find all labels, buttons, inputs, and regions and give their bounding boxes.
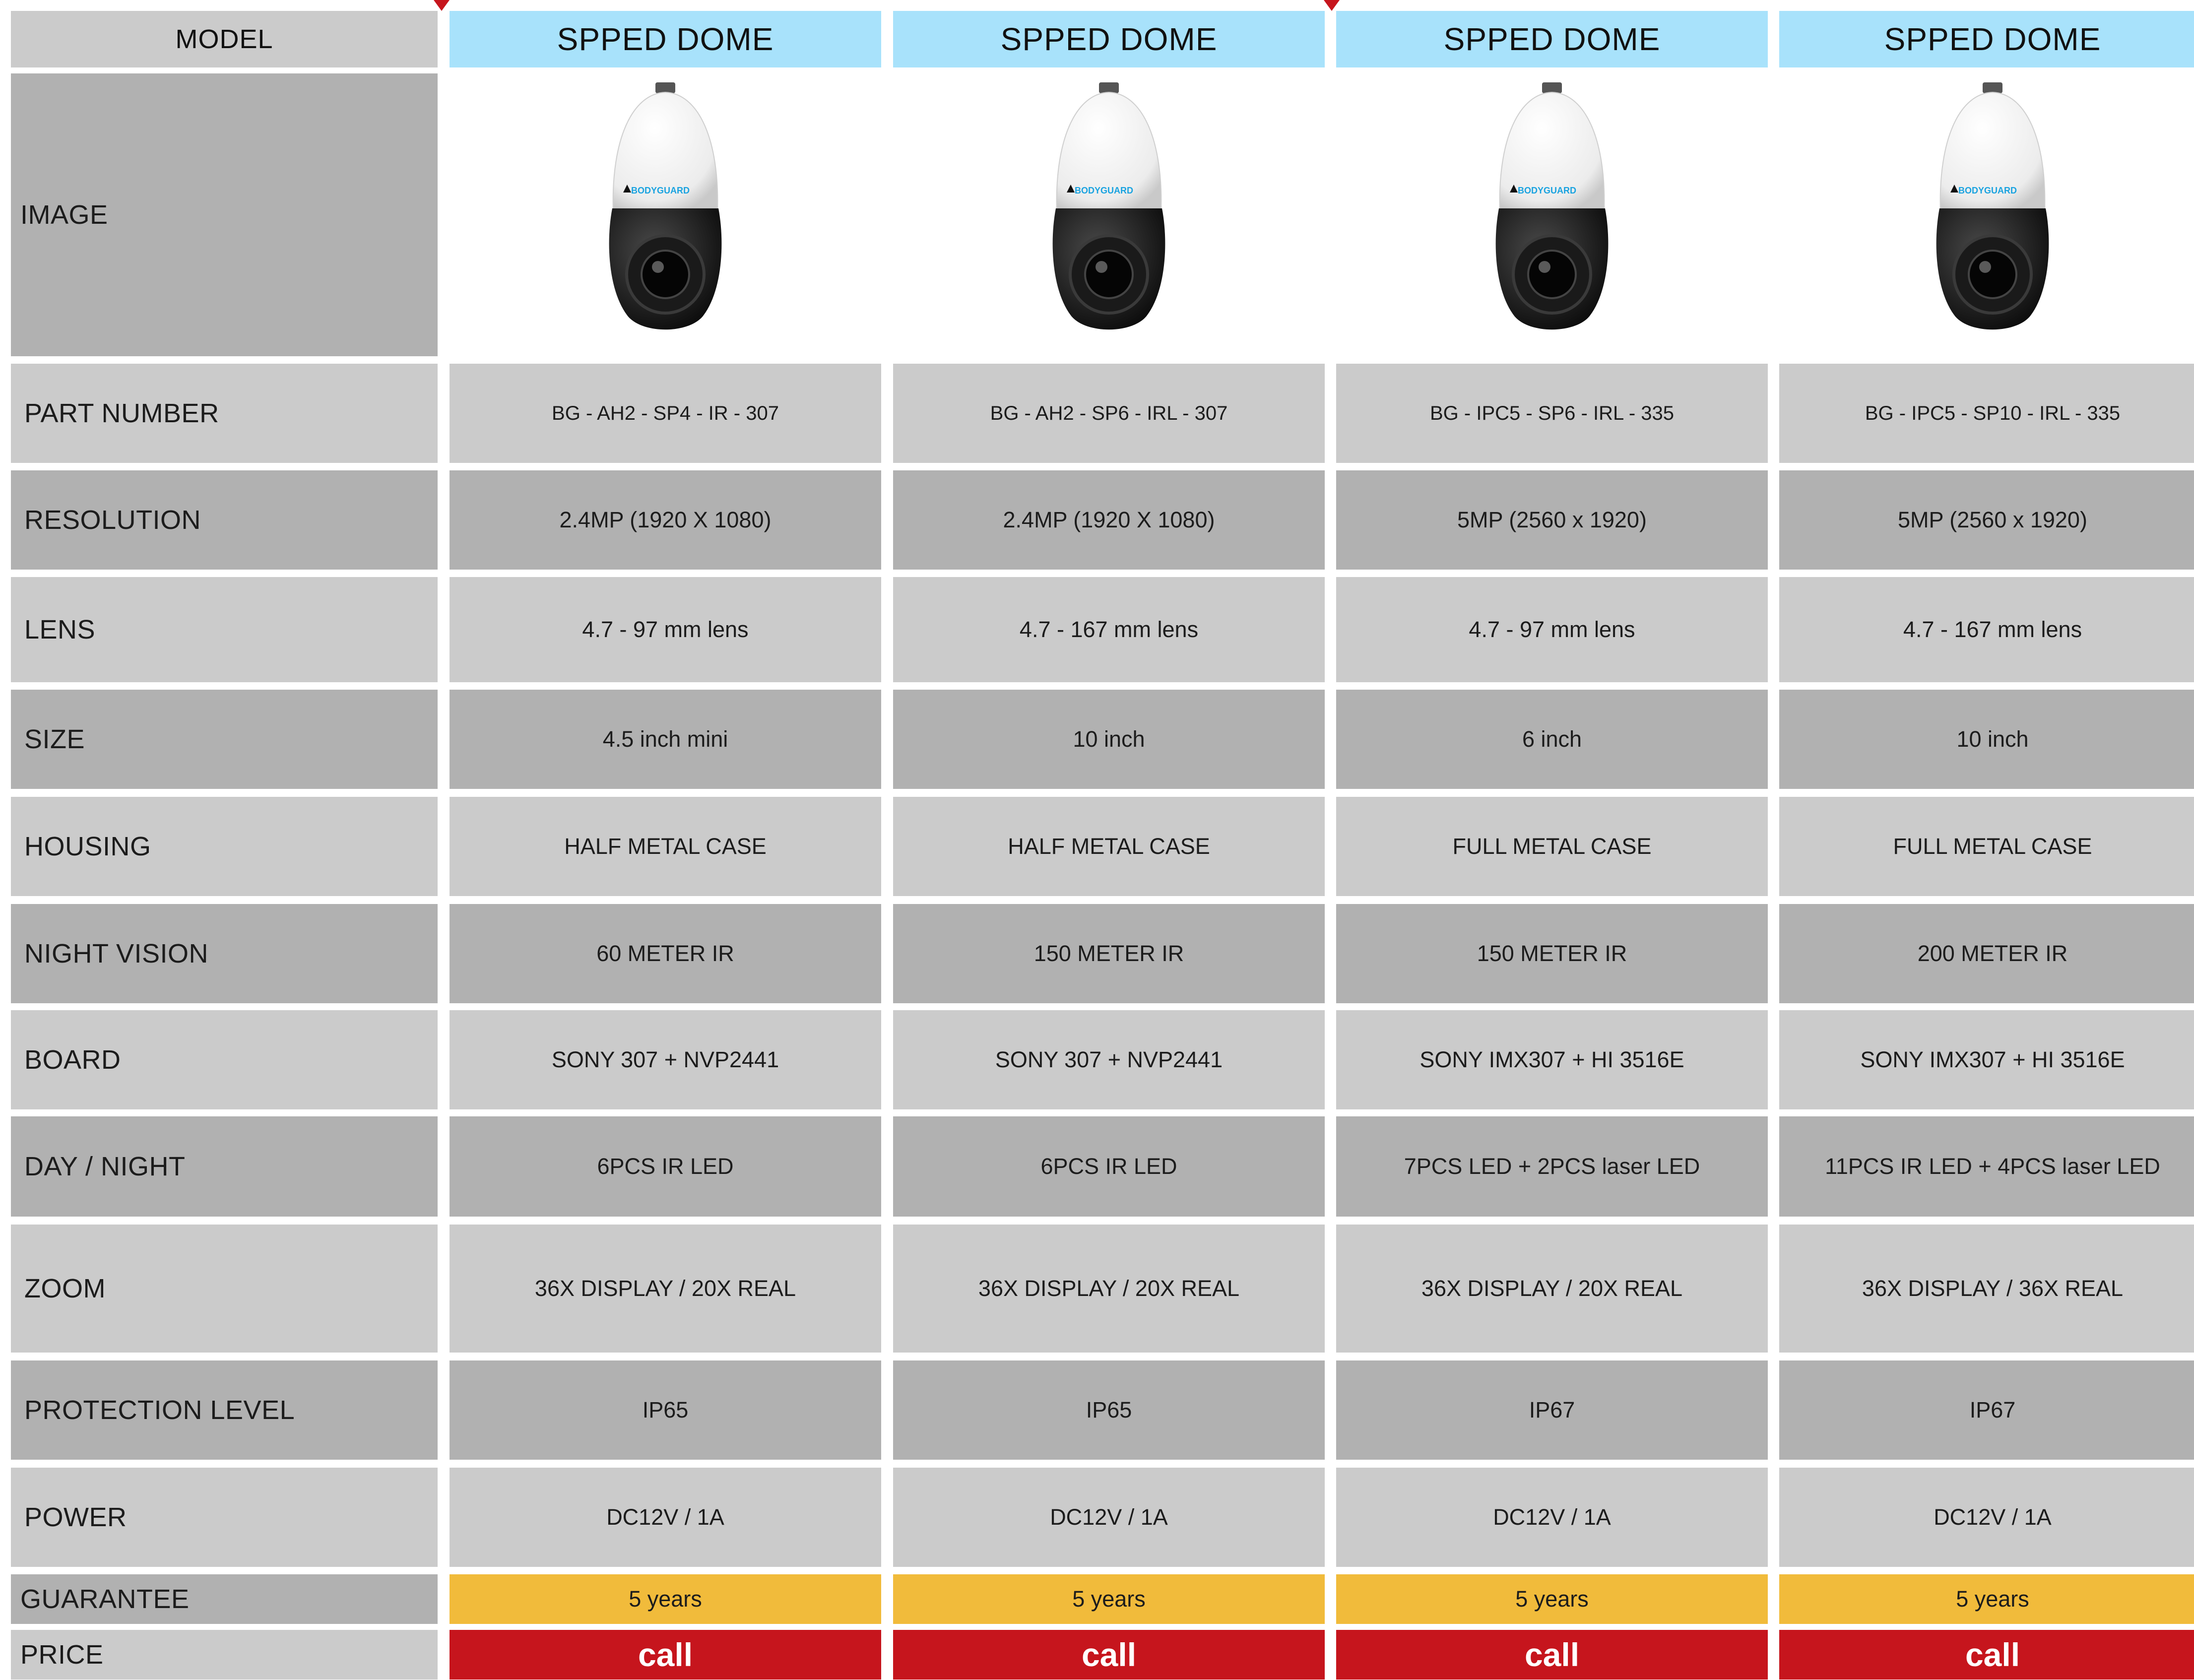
cell-power-3: DC12V / 1A xyxy=(1336,1468,1768,1567)
cell-part-number-2: BG - AH2 - SP6 - IRL - 307 xyxy=(893,364,1325,463)
cell-housing-2: HALF METAL CASE xyxy=(893,797,1325,896)
cell-protection-level-4: IP67 xyxy=(1779,1360,2194,1460)
red-marker-icon xyxy=(1324,0,1340,11)
cell-lens-1: 4.7 - 97 mm lens xyxy=(450,577,881,682)
cell-zoom-4: 36X DISPLAY / 36X REAL xyxy=(1779,1225,2194,1353)
cell-size-2: 10 inch xyxy=(893,690,1325,789)
price-call-button-4[interactable]: call xyxy=(1779,1630,2194,1680)
cell-night-vision-4: 200 METER IR xyxy=(1779,904,2194,1003)
cell-night-vision-1: 60 METER IR xyxy=(450,904,881,1003)
cell-power-2: DC12V / 1A xyxy=(893,1468,1325,1567)
cell-day-night-2: 6PCS IR LED xyxy=(893,1116,1325,1217)
row-label-board: BOARD xyxy=(11,1010,438,1109)
camera-brand-label: BODYGUARD xyxy=(1518,186,1577,195)
product-image-1 xyxy=(450,73,881,356)
row-label-protection-level: PROTECTION LEVEL xyxy=(11,1360,438,1460)
row-label-size: SIZE xyxy=(11,690,438,789)
cell-resolution-2: 2.4MP (1920 X 1080) xyxy=(893,470,1325,570)
cell-night-vision-3: 150 METER IR xyxy=(1336,904,1768,1003)
cell-housing-3: FULL METAL CASE xyxy=(1336,797,1768,896)
model-header-2: SPPED DOME xyxy=(893,11,1325,67)
speed-dome-camera-icon xyxy=(583,78,747,341)
row-label-night-vision: NIGHT VISION xyxy=(11,904,438,1003)
row-label-lens: LENS xyxy=(11,577,438,682)
cell-day-night-4: 11PCS IR LED + 4PCS laser LED xyxy=(1779,1116,2194,1217)
price-call-button-1[interactable]: call xyxy=(450,1630,881,1680)
speed-dome-camera-icon xyxy=(1470,78,1634,341)
camera-brand-label: BODYGUARD xyxy=(631,186,690,195)
cell-resolution-1: 2.4MP (1920 X 1080) xyxy=(450,470,881,570)
row-label-housing: HOUSING xyxy=(11,797,438,896)
cell-power-1: DC12V / 1A xyxy=(450,1468,881,1567)
cell-size-1: 4.5 inch mini xyxy=(450,690,881,789)
row-label-zoom: ZOOM xyxy=(11,1225,438,1353)
cell-part-number-4: BG - IPC5 - SP10 - IRL - 335 xyxy=(1779,364,2194,463)
model-header-4: SPPED DOME xyxy=(1779,11,2194,67)
cell-board-3: SONY IMX307 + HI 3516E xyxy=(1336,1010,1768,1109)
cell-guarantee-3: 5 years xyxy=(1336,1574,1768,1624)
cell-resolution-4: 5MP (2560 x 1920) xyxy=(1779,470,2194,570)
cell-guarantee-2: 5 years xyxy=(893,1574,1325,1624)
model-header-label: MODEL xyxy=(11,11,438,67)
row-label-price: PRICE xyxy=(11,1630,438,1680)
cell-board-4: SONY IMX307 + HI 3516E xyxy=(1779,1010,2194,1109)
red-marker-icon xyxy=(434,0,450,11)
product-image-3 xyxy=(1336,73,1768,356)
cell-power-4: DC12V / 1A xyxy=(1779,1468,2194,1567)
cell-part-number-3: BG - IPC5 - SP6 - IRL - 335 xyxy=(1336,364,1768,463)
cell-lens-2: 4.7 - 167 mm lens xyxy=(893,577,1325,682)
cell-board-2: SONY 307 + NVP2441 xyxy=(893,1010,1325,1109)
cell-guarantee-1: 5 years xyxy=(450,1574,881,1624)
cell-zoom-3: 36X DISPLAY / 20X REAL xyxy=(1336,1225,1768,1353)
price-call-button-2[interactable]: call xyxy=(893,1630,1325,1680)
row-label-day-night: DAY / NIGHT xyxy=(11,1116,438,1217)
row-label-power: POWER xyxy=(11,1468,438,1567)
speed-dome-camera-icon xyxy=(1911,78,2074,341)
cell-size-3: 6 inch xyxy=(1336,690,1768,789)
row-label-guarantee: GUARANTEE xyxy=(11,1574,438,1624)
cell-day-night-1: 6PCS IR LED xyxy=(450,1116,881,1217)
cell-housing-1: HALF METAL CASE xyxy=(450,797,881,896)
cell-resolution-3: 5MP (2560 x 1920) xyxy=(1336,470,1768,570)
row-label-part-number: PART NUMBER xyxy=(11,364,438,463)
cell-lens-4: 4.7 - 167 mm lens xyxy=(1779,577,2194,682)
row-label-image: IMAGE xyxy=(11,73,438,356)
row-label-resolution: RESOLUTION xyxy=(11,470,438,570)
cell-zoom-2: 36X DISPLAY / 20X REAL xyxy=(893,1225,1325,1353)
speed-dome-camera-icon xyxy=(1027,78,1191,341)
cell-day-night-3: 7PCS LED + 2PCS laser LED xyxy=(1336,1116,1768,1217)
cell-guarantee-4: 5 years xyxy=(1779,1574,2194,1624)
product-image-4 xyxy=(1779,73,2194,356)
cell-protection-level-1: IP65 xyxy=(450,1360,881,1460)
camera-brand-label: BODYGUARD xyxy=(1958,186,2017,195)
cell-night-vision-2: 150 METER IR xyxy=(893,904,1325,1003)
model-header-3: SPPED DOME xyxy=(1336,11,1768,67)
cell-protection-level-2: IP65 xyxy=(893,1360,1325,1460)
product-image-2 xyxy=(893,73,1325,356)
cell-size-4: 10 inch xyxy=(1779,690,2194,789)
price-call-button-3[interactable]: call xyxy=(1336,1630,1768,1680)
cell-part-number-1: BG - AH2 - SP4 - IR - 307 xyxy=(450,364,881,463)
cell-lens-3: 4.7 - 97 mm lens xyxy=(1336,577,1768,682)
cell-protection-level-3: IP67 xyxy=(1336,1360,1768,1460)
cell-zoom-1: 36X DISPLAY / 20X REAL xyxy=(450,1225,881,1353)
model-header-1: SPPED DOME xyxy=(450,11,881,67)
camera-brand-label: BODYGUARD xyxy=(1075,186,1134,195)
cell-housing-4: FULL METAL CASE xyxy=(1779,797,2194,896)
cell-board-1: SONY 307 + NVP2441 xyxy=(450,1010,881,1109)
